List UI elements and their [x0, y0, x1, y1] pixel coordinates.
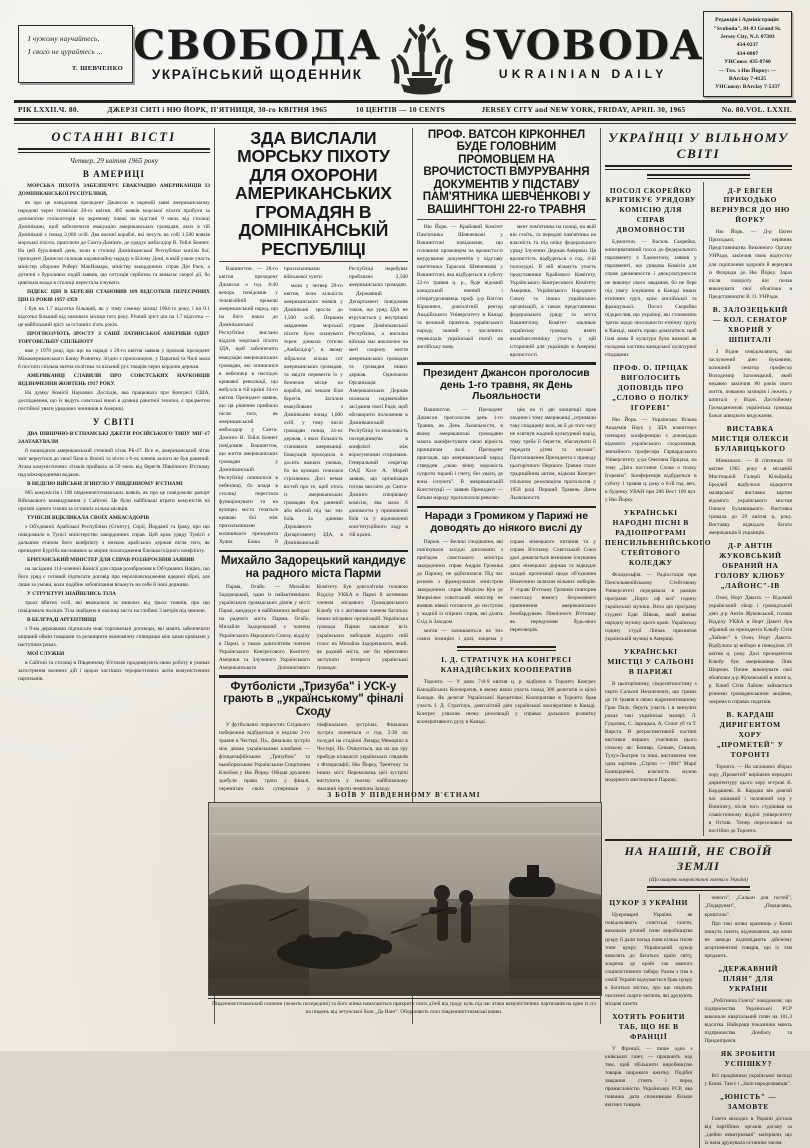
trident-statue-emblem	[385, 12, 459, 96]
news-item-text: з Об'єднаної Арабської Республіки (Єгипту), Сирії, Йорданії та Іраку, про що повідомило в Тунісі міністерство закордонних справ. Цей крок уряду Тунісії є дальшим етапом його конфлікту з низкою арабських держав після того, як президент Бургіба висловився за мирне полагодження близькосхідного конфлікту.	[18, 524, 210, 555]
item-body-yunist	[705, 1115, 793, 1147]
item-text: Мінеаполіс. — В п'ятницю 16 квітня 1965 року в місцевій Мистецькій Галерії Кільбрайд Бредлей відбулося відкриття малярської виставки картин відомого українського мистця Олекси Булавицького. Виставка тривала до 29 квітня ц. року. Виставку відвідало багато американців й українців.	[708, 457, 792, 536]
headline-stratichuk-congress: І. Д. СТРАТІЧУК НА КОНГРЕСІ КАНАДІЙСЬКИХ КООПЕРАТИВ	[440, 654, 573, 674]
rule-under-our-land	[647, 886, 750, 891]
news-item-text: 665 комуністів і 198 південнов'єтнамських вояків, як про це повідомляє рапорт Військового командування у Сайгоні. Це були найбільші втрати комуністів на протязі одного тижня за останніх кілька місяців.	[18, 490, 210, 513]
item-text: Філядельфія. — Радіостація при Пенсильвенійському Стейтовому Університеті передавала в рамцях програми „Портс оф кол" годину української музики. Вело цю програму студент Едві Швчак, який вивчає народну музику цього краю. Українську годину студії Лінчак присвятив українській музиці в Америці.	[605, 571, 697, 642]
masthead-ukrainian	[133, 21, 382, 82]
contact-info-box	[703, 11, 792, 97]
contact-phone-1: 434-0237	[736, 42, 759, 49]
news-item-lead: БРИТАНСЬКИЙ МІНІСТЕР ДЛЯ СПРАВ РОЗЗБРОЄННЯ ЗАЯВИВ	[27, 557, 195, 564]
contact-ny-phone: BArсlay 7-4125	[728, 75, 767, 82]
photo-block	[208, 787, 600, 1016]
news-item-text: вже у 1970 році, про що на нараді з 28-го квітня заявив у промові президент Міжамериканського Банку Розвитку. Згідно з пропозицією, у Парагваї та Чилі мала б постати спільна митна політика та вільний рух товарів через кордони держав.	[18, 347, 210, 370]
contact-line-1: Редакція і Адміністрація:	[715, 17, 780, 24]
news-item-text: На думку Комісії Наукових Дослідів, яка працювала при Конгресі США, дослідження, що їх ведуть совєтські вчені в ділянці ракетної техніки, є предметом постійної уваги урядових чинників в Америці.	[18, 389, 210, 412]
news-item-text: трьох вбитих осіб, які вважалися за зниклих від трьох тижнів, про що повідомила поліція. Тіла знайдено в околиці міста на глибині 3 метрів під землею.	[18, 600, 210, 615]
news-item-lead: У СТРУКТУРІ ЗНАЙШЛИСЬ ТІЛА	[27, 591, 116, 598]
item-text: У Франції, — пише одна з київських газет, — працюють над тим, щоб збільшити виробництво товарів широкого вжитку. Подібні завдання стоять і перед промисловістю Української РСР, яка повинна дати споживачам більше якісних товарів.	[605, 1045, 693, 1108]
stratichuk-story-body	[417, 678, 596, 726]
contact-phone-unsoyuz: УНСоюз: 435-8740	[724, 59, 771, 66]
rule-above-soccer	[219, 675, 408, 678]
headline-kirkconnell: ПРОФ. ВАТСОН КІРКОННЕЛ БУДЕ ГОЛОВНИМ ПРОМОВЦЕМ НА ВРОЧИСТОСТІ ВМУРУВАННЯ ДОКУМЕНТІВ У ПІДСТАВУ ПАМ'ЯТНИКА ШЕВЧЕНКОВІ У ВАШИНГТОНІ 22-го ТРАВНЯ	[422, 127, 591, 216]
news-item-lead: ІНДЕКС ЦІН В БЕРЕЗНІ СТАНОВИВ 109 ВІДСОТКІВ ПЕРЕСІЧНИХ ЦІН ІЗ РОКІВ 1957-1959	[18, 288, 210, 303]
item-head-france-goods: ХОТЯТЬ РОБИТИ ТАБ, ЩО НЕ В ФРАНЦІЇ	[612, 1011, 686, 1041]
news-item-lead: АМЕРИКАНЦІ СЛАВИЛИ ПРО СОВЄТСЬКИХ НАУКОВЦІВ ВІДЗНАЧЕННЯ ЖОВТЕНЬ 1917 РОКУ.	[18, 372, 210, 387]
masthead-english	[463, 22, 703, 81]
contact-line-3: Jersey City, N.J. 07303	[720, 34, 775, 41]
news-item-lead: ТУНІСІЯ ВІДКЛИКАЛА СВОЇХ АМБАСАДОРІВ	[27, 515, 150, 522]
headline-soccer-final: Футболісти „Тризуба" і УСК-у грають в „українському" фіналі Сходу	[223, 679, 404, 718]
item-text: Газета молодих в Україні дістала від партійних органів догану за „ідейно невитримані" матеріяли, що їх вона друкувала останнім часом.	[704, 1115, 792, 1146]
lead-story-part-1: Вашингтон. — 28-го квітня президент Джансон о год. 8:40 вечора повідомив у телевізійній промові американський народ, що на його наказ до Домініканської Республіки вислано відділи морської піхоти ЗДА, щоб забезпечити евакуацію американських громадян, які опинилися в небезпеці в наслідок кривавої революції, що вибухла в тій країні 24-го квітня. Президент заявив, що ця рішення прийшло після того, як американський амбасадор у Санта-Домінго В. Тейлі Беннет повідомив Вашингтон, що життя американських громадян у Домініканській Республіці опинилося в небезпеці, бо влада в столиці перестала функціонувати та на вулицях міста точаться криваві бої між прихильниками колишнього президента Хуана Боша й прихильниками військової хунти.	[218, 266, 324, 545]
item-head-bulavytsky-exhibition: ВИСТАВКА МИСТЦЯ ОЛЕКСИ БУЛАВИЦЬКОГО	[711, 423, 789, 453]
photo-title: З БОЇВ У ПІВДЕННОМУ В'ЄТНАМІ	[327, 791, 481, 799]
item-body-success	[705, 1072, 793, 1088]
stratichuk-story-text: Торонто. — У днях 7-8-9 квітня ц. р. відбувся в Торонто Конгрес Канадійських Кооператив, в якому взяло участь понад 300 делегатів із цілої Канади. Як делегат Української Кредитової Кооперативи в Торонто брав участь І. Д. Стратічук, довголітній діяч української кооперативи в Канаді. Конгрес ухвалив низку резолюцій у справах дальшого розвитку кооперативного руху в Канаді.	[416, 678, 596, 726]
contact-ny-unsoyuz-phone: УНСоюзу: BArclay 7-5337	[715, 84, 780, 91]
item-body-kardash-choir	[709, 763, 792, 835]
rule-under-lead-headline	[219, 261, 408, 262]
item-body-prykhodko	[709, 228, 792, 300]
quote-line-2: І свого не цурайтесь ...	[28, 48, 103, 57]
paper-title-en: SVOBODA	[463, 22, 703, 69]
contact-ny-label: — Тел. з Ню Йорку: —	[718, 67, 777, 74]
item-text: Всі працівники української молоді у Києві. Там є і „Зали народознавців".	[704, 1072, 792, 1087]
news-item-text: на засіданні 114-членної Комісії для справ роззброєння в Об'єднаних Націях, що його уряд є готовий підписати договір про нерозповсюдження ядерної зброї, але лише за умови, коли подібне зобов'язання візьмуть на себе й інші держави.	[18, 566, 210, 589]
our-land-subcolumn-right	[699, 894, 793, 1147]
quote-author: Т. ШЕВЧЕНКО	[71, 64, 124, 72]
subsection-america: В АМЕРИЦІ	[82, 168, 146, 179]
item-text: В цьогорічному, сімдесятшостому з черги Сальоні Незалежних, що триває до 16 травня в свіжо відремонтованому Гран Палє, беруть участь і в минулих роках такі українські малярі: Л. Гуцалюк, С. Зарицька, А. Солог уб та Т. Вирста. В ретроспективній частині виставки перших учасників цього сальону як: Боннар, Сеньяк, Синьяк, Тулуз-Льотрек та інші, виставлена теж одна картина „Стріча — 1884" Марії Башкірцевої, власність музею модерного мистецтва в Парижі.	[605, 680, 697, 783]
paper-title-uk: СВОБОДА	[133, 21, 382, 69]
news-item-text: і був на 1.7 відсотка більший, як у тому самому місяці 1964-го року, і на 0.1 відсотка більший від зимового місяця того року. Річний зріст цін на 1.7 відсотка — це найбільший зріст за останніх п'ять років.	[18, 305, 210, 328]
item-head-sugar-ukraine: ЦУКОР З УКРАЇНИ	[609, 898, 689, 908]
news-item-lead: В БЕЛГРАДІ АРГЕНТИНЦІ	[27, 617, 97, 624]
headline-gromyko-paris: Наради з Громиком у Парижі не доводять до ніякого вислі ду	[424, 511, 588, 535]
subsection-world: У СВІТІ	[92, 416, 135, 427]
shevchenko-quote-box	[18, 25, 133, 83]
johnson-story-part-1: Вашингтон. — Президент Джансон проголосив день 1-го Травня, як День Льояльности, в якому американські громадяни мають маніфестувати свою вірність принципам волі. Президент пригадав, що американський народ ствердив „свою вічну ворожість супроти тиранії і гнету, без уваги, де вона існують". В американській Конституції — заявив Президент — батьки народу проголосили револю-	[416, 406, 503, 501]
lead-story-part-3: Державний Департамент повідомив також, що уряд ЗДА не втручається у внутрішні справи Домініканської Республіки, а висилка війська має виключно на меті охорону життя американських громадян та громадян інших держав. Одночасно Організація Американських Держав скликала надзвичайне засідання своєї Ради, щоб обговорити положення в Домініканській Республіці та можливість посередництва в конфлікті між ворогуючими сторонами. Генеральний секретар ОАД Хосе А. Морей заявив, що організація готова вислати до Санта-Домінго спеціяльну комісію, яка мала б допомогти у припиненні боїв та у відновленні конституційного ладу в тій країні.	[348, 291, 408, 538]
photo-caption: Південнов'єтнамський селянин (лежить посередині) та його жінка намагаються прикрити своїх дітей від граду куль під час атаки комуністичних партизанів на одно із сіл на південь від летунської бази „Да Нанґ". Обороняють село південнов'єтнамські вояки.	[208, 998, 600, 1016]
rule-above-stratichuk	[457, 646, 556, 651]
place-date-uk: ДЖЕРЗІ СИТІ і НЮ ЙОРК, П'ЯТНИЦЯ, 30-го КВІТНЯ 1965	[107, 105, 328, 114]
soccer-story-body	[219, 721, 408, 794]
item-text: З Відня повідомляють, що заслужений діяч Буковини, колишній сенатор професор Володимир Залозецький, який недавно закінчив 80 років свого життя, поважно захворів і лежить у шпиталі у Відні. Достойному Громадянинові українська громада бажає швидкого видужання.	[708, 348, 792, 419]
rule-under-free-world	[605, 165, 792, 170]
masthead-titles	[133, 12, 703, 96]
section-title-our-land: НА НАШІЙ, НЕ СВОЇЙ ЗЕМЛІ	[624, 844, 773, 874]
item-body-zhukovsky-lions	[709, 594, 792, 706]
latest-news-date: Четвер, 29 квітня 1965 року	[69, 156, 158, 165]
news-item-lead: ДВА ПІВНІЧНО-В'ЄТНАМСЬКІ ДЖЕТИ РОСІЙСЬКОГО ТИПУ МІГ-17 ЗААТАКУВАЛИ	[18, 430, 210, 445]
item-text: Цукроварні України, як повідомляють совєтські газети, виконали річний плян виробництва цукру й дали понад плян кілька тисяч тонн цукру. Український цукор вивозять до багатьох країн світу, зокрема до країн так званого соціялістичного табору. Разом з тим в самій Україні відчувається брак цукру в багатьох містах, про що свідчать численні скарги читачів, які друкують місцеві газети.	[605, 912, 693, 1007]
item-text: Про такі назви крамниць у Києві пишуть газети, відзначаючи, що вони не завжди відповідають дійсному асортиментові товарів, що їх там продають.	[704, 920, 792, 959]
news-item-lead: ПРОГНОЗУЮТЬ ЗРОСТУ З САНІЇ ЛАТИНСЬКОЇ АМЕРИКИ ОДНУ ТОРГОВЕЛЬНУ СПІЛЬНОТУ	[18, 330, 210, 345]
our-land-subcolumn-left	[605, 894, 693, 1147]
item-head-prykhodko: Д-Р ЕВГЕН ПРИХОДЬКО ВЕРНУВСЯ ДО НЮ ЙОРКУ	[710, 185, 791, 225]
item-head-pritsak: ПРОФ. О. ПРІЦАК ВИГОЛОСИТЬ ДОПОВІДЬ ПРО „СЛОВО О ПОЛКУ ІГОРЕВІ"	[612, 362, 690, 412]
paper-subtitle-uk: УКРАЇНСЬКИЙ ЩОДЕННИК	[151, 66, 363, 82]
item-body-state-plan	[705, 997, 793, 1045]
gromyko-story-part-2: могли — залишаються на тих самих позиціях і далі, зокрема у справі німецького питання та у справі В'єтнаму. Совєтський Союз далі домагається визнання існування двох німецьких держав та відкидає західні пропозиції щодо об'єднання Німеччини шляхом вільних виборів. У справі В'єтнаму Громико повторив совєтську вимогу безумовного припинення американських бомбардувань Північного В'єтнаму як передумови будь-яких переговорів.	[416, 538, 596, 642]
item-body-shop-names-1	[705, 894, 793, 918]
item-body-bulavytsky-exhibition	[709, 457, 792, 537]
item-text: Торонто. — На загальних зборах хору „Прометей" вирішено передати диригентуру цього хору м-грові В. Кардашеві. В. Кардаш вів довгий час мішаний і чоловічий хор у Вінніпегу, після того студіював на славістичному відділі університету в Оттаві. Тепер переселився на постійно до Торонта.	[708, 763, 792, 834]
contact-line-2: "Svoboda", 81-83 Grand St.	[713, 25, 782, 32]
rule-above-parma	[219, 550, 408, 553]
item-head-yunist: „ЮНІСТЬ" — ЗАМОВТЕ	[720, 1091, 777, 1111]
item-head-success: ЯК ЗРОБИТИ УСПІШКУ?	[720, 1048, 776, 1068]
item-head-paris-salon: УКРАЇНСЬКІ МИСТЦІ У САЛЬОНІ В ПАРИЖІ	[607, 646, 695, 676]
kirkconnell-story-body	[417, 223, 596, 359]
item-text: Ню Йорк. — Д-р Евген Приходько, керівник Представництва Виконного Органу УНРади, закінчив свою відпустку для скріплення здоров'я й вернувся із Флориди до Ню Йорку. Зараз після повороту він почав виконувати свої обов'язки в Представництві В. О. УНРади.	[708, 229, 792, 300]
item-body-france-goods	[605, 1045, 693, 1109]
column-ukrainians-free-world	[600, 128, 796, 1146]
news-item-lead: В НЕДІЛЮ ВІЙСЬКИ ЗГИНУЛО У ПІВДЕННОМУ В'ЄТНАМІ	[27, 481, 183, 488]
item-body-paris-salon	[605, 680, 697, 784]
free-world-subcolumn-left	[605, 182, 712, 836]
section-subtitle-our-land: (Що пишуть комуністичні газети в Україні)	[649, 877, 748, 884]
news-item-lead: МОРСЬКА ПІХОТА ЗАБЕЗПЕЧУЄ ЕВАКУАЦІЮ АМЕРИКАНЦІВ ІЗ ДОМІНІКАНСЬКОЇ РЕСПУБЛІКИ,	[18, 182, 210, 197]
rule-under-latest-news	[18, 148, 210, 153]
news-item-lead: МОЇ СЛУЖБИ	[27, 651, 65, 658]
column-latest-news	[14, 128, 214, 1024]
johnson-story-body	[417, 406, 596, 503]
rule-above-gromyko	[417, 506, 596, 509]
item-body-sugar-ukraine	[605, 911, 693, 1007]
latest-news-world-body	[18, 430, 210, 683]
item-head-skoreyko: ПОСОЛ СКОРЕЙКО КРИТИКУЄ УРЯДОВУ КОМІСІЮ ДЛЯ СПРАВ ДВОМОВНОСТИ	[605, 185, 697, 235]
rule-decorative-free-world	[647, 174, 750, 179]
soccer-story-text: У футбольних першостях Східнього побережжя відбудеться в неділю 2-го травня в Честері, Па., фінальна зустріч між двома українськими клюбами — філядельфійським „Тризубом" та ньюйоркським Українським Спортовим Клюбом у Ню Йорку. Обидві дружини здобули право грати у фіналі, перемігши своїх суперників у півфінальних зустрічах. Фінальна зустріч почнеться о год. 2:30 по полудні на стадіоні Ленард Мемоpіял в Честері, Па. Очікується, що на цю гру прибуде кількасот українських глядачів з Філядельфії, Ню Йорку, Трентону та інших міст. Переможець цієї зустрічі виступить у своєму найближчому змаганні проти чемпіона Заходу.	[218, 722, 408, 793]
item-text: Ню Йорк. — Українська Вільна Академія Наук у ЗДА влаштовує пленарну конференцію з доповіддю відомого українського сходознавця, звичайного професора Гарвардського Університету д-ра Омеляна Пріцака, на тему „Дата постання Слова о полку Ігоревім". Конференція відбудеться в суботу 1 травня ц. року о 6-ій год. веч., в будинку УВАН при 206 Вест 100 вул. у Ню Йорку.	[605, 416, 697, 503]
kirkconnell-story-part-1: Ню Йорк. — Крайовий Комітет Пам'ятника Шевченкові у Вашингтоні повідомляє, що головним промовцем на врочистості вмурування документів у підставу пам'ятника Тарасові Шевченкові у Вашингтоні, яка відбудеться в суботу 22-го травня ц. р., буде відомий канадський вчений і літературознавець проф. д-р Ватсон Кірконнел, довголітній ректор Акадійського Університету в Канаді та великий приятель українського народу, знаний з численних перекладів української поезії на англійську мову.	[416, 224, 503, 351]
lead-headline: ЗДА ВИСЛАЛИ МОРСЬКУ ПІХОТУ ДЛЯ ОХОРОНИ АМЕРИКАНСЬКИХ ГРОМАДЯН В ДОМІНІКАНСЬКІЙ РЕСПУБЛІЦІ	[235, 127, 392, 259]
headline-parma-candidate: Михайло Задорецький кандидує на радного міста Парми	[220, 554, 406, 580]
news-item-text: й пошкодили американський стежний літак РБ-47. Все ж, американський літак зміг вернутися до своєї бази в Японії та ніхто з 6-ох членів залоги не був ранений. Атака комуністичних літаків прийшла за 50 миль від берегів Північного В'єтнаму над міжнародними водами.	[18, 447, 210, 479]
kirkconnell-story-part-2: мент пам'ятника на площі, на якій він стоїть, та передачі пам'ятника на власність та під опіку федерального уряду Злучених Держав Америки. Ця врочистість відбудеться о год. 4-ій пополудні. В ній візьмуть участь представники Крайового Комітету, Українського Конгресового Комітету Америки, Українського Народного Союзу та інших українських організацій, а також представники федерального уряду та міста Вашингтону. Комітет закликає українську громаду взяти якнайчисленнішу участь у цій історичній для українців в Америці врочистості.	[509, 224, 596, 359]
rule-above-our-land	[605, 839, 792, 842]
item-body-zalozetsky	[709, 348, 792, 420]
price-label: 10 ЦЕНТІВ — 10 CENTS	[355, 105, 446, 114]
lead-story-part-2: мали у четвер 29-го квітня, коли кількість американських вояків у Домінікані зросла до 1,500 осіб. Першим завданням морської піхоти було опанувати терен довкола готелю „Амбасадор", в якому зібралося кілька сот американських громадян, та звідти перевезти їх у безпечне місце на кораблі, які чекали біля берегів. Загалом евакуйовано з Домінікани понад 1,000 осіб, у тому числі громадян понад 24-ох держав, з яких більшість становили американці. Евакуація проходила в досить важких умовах, бо на вулицях точилася стрілянина. Досі немає вістей про те, щоб хтось із американських громадян був ранений або вбитий під час тих боїв. За даними Державного Департаменту ЗДА, в Домініканській Республіці перебуває приблизно 2,500 американських громадян.	[283, 266, 408, 546]
volume-en: VOL. LXXII.	[745, 105, 793, 114]
news-item-text: як про це повідомив президент Джансон в окремій заяві американському народові через телевізію 28-го квітня. 405 вояків морської піхоти прибули за допомогою гелікоптерів на окремому пляжі на відстані 9 миль від столиці Домінікани, щоб забезпечити евакуацію американських громадян, яких в тій Домінікані є понад 2,000 осіб. Два воєнні кораблі, які несуть на собі 1,500 вояків морської піхоти, приплили до Санта-Домінго, де урядує амбасадор В. Тейлі Беннет. На цей бурхливий день, коли в столиці Домініканської Республіки кипіли бої, президент Джансон скликав надзвичайну нараду в Білому Домі, в якій узяли участь міністер оборони Роберт МакНамара, міністер закордонних справ Дін Раск, а дотичні з бурхливих подій заявив, що ситуація серйозна та вимагає скорої дії, бо цивільна влада в столиці перестала існувати.	[18, 199, 210, 286]
latest-news-america-body	[18, 182, 210, 413]
item-body-radio-program	[605, 571, 697, 643]
gromyko-story-part-1: Париж. — Великі сподівання, які пов'язували західні дипломати з приїздом совєтського міністра закордонних справ Андрія Громика до Парижу, не здійснилися. Під час розмов з французьким міністром закордонних справ Морісом Кув де Мюрвілем совєтський міністер не виявив ніякої готовости до поступок у жадній із спірних справ, які ділять Схід із Заходом.	[416, 538, 503, 625]
free-world-subcolumn-right	[703, 182, 792, 836]
contact-phone-2: 434-0807	[736, 50, 759, 57]
item-body-skoreyko	[605, 238, 697, 358]
item-head-kardash-choir: В. КАРДАШ ДИРИГЕНТОМ ХОРУ „ПРОМЕТЕЙ" У ТОРОНТІ	[716, 709, 784, 759]
johnson-story-part-2: цію на ті дві концепції прав людини і тому американці „отримали таку спадщину волі, як її до того часу не осягнув жадний культурний нарід, тому треба її берегти, збагачувати й передати дітям та внукам". Проголошення Президента з приводу цьогорічного Першого Травня стало традиційним актом, відколи Конгрес спільною резолюцією проголосив у 1958 році Перший Травень Днем Льояльности.	[509, 406, 596, 501]
item-body-pritsak	[605, 416, 697, 504]
item-head-state-plan: „ДЕРЖАВНИЙ ПЛЯН" ДЛЯ УКРАЇНИ	[718, 963, 779, 993]
item-text: „Робітнича Газета" повідомляє, що підприємства Української РСР виконали квартальний плян на 101,3 відсотка. Найкращі показники мають підприємства Донбасу та Придніпров'я.	[704, 997, 792, 1044]
gromyko-story-body	[417, 538, 596, 643]
dateline-bar	[8, 103, 802, 116]
item-text: Озон, Норт Дакота. — Відомий український лікар і громадський діяч д-р Антін Жуковський, голова Відділу УККА в Норт Дакоті був обраний на президента Клюбу Сітія „Лайонс" в Озон, Норт Дакота. Відбулися ці вибори в понеділок 19 квітня ц. року. Досі президентом Клюбу був американець Лінк Шорман. Почне виконувати свої обов'язки д-р Жуковський в липні ц. р. Клюб Сітія Лайонс займається різними громадянськими акціями, зокрема в справах податків.	[708, 594, 792, 705]
headline-johnson-loyalty-day: Президент Джансон проголосив день 1-го травня, як День Льояльности	[423, 367, 590, 403]
issue-number-uk: Ч. 80.	[58, 105, 79, 114]
masthead	[8, 6, 802, 98]
dateline-divider-thick	[14, 118, 796, 121]
parma-story-body	[219, 583, 408, 672]
parma-story-text: Парма, Огайо. — Михайло Задорецький, один із найактивніших українських громадських діячів у місті Пармі, кандидує в найближчих виборах на радного міста Парми, Огайо. Михайло Задорецький є членом Українського Народного Союзу, відділу в Пармі, а також довголітнім членом Українського Конгресового Комітету Америки та Злученого Українського Американського Допомогового Комітету. Був довголітнім головою Відділу УККА в Пармі й активним членом місцевого Громадянського Клюбу та є активним членом багатьох інших місцевих організацій. Українська громада Парми закликає всіх українських виборців віддати свій голос на Михайла Задорецького, який, як радний міста, міг би ефективно заступати інтереси української громади.	[218, 584, 408, 671]
issue-number-en: No. 80.	[721, 105, 746, 114]
item-body-shop-names-2	[705, 920, 793, 960]
item-head-zhukovsky-lions: Д-Р АНТІН ЖУКОВСЬКИЙ ОБРАНИЙ НА ГОЛОВУ КЛЮБУ „ЛАЙОНС"-ІВ	[715, 540, 786, 590]
volume-uk: РІК LXXII.	[18, 105, 59, 114]
item-text: Едмонтон. — Василь Скорейко, консервативний посол до федерального парляменту з Едмонтону, заявив у парляменті, що урядова Комісія для справ двомовности і двокультурности не виконує свого завдання, бо не бере під увагу існування в Канаді інших етнічних груп, крім англійської та французької. Посол Скорейко підкреслив, що українці, які становлять третю щодо чисельности етнічну групу в Канаді, мають право домагатися, щоб їхня мова й культура були визнані як складова частина канадської культурної спадщини.	[605, 239, 697, 358]
rule-under-kirkconnell	[417, 219, 596, 220]
vietnam-war-photo	[208, 802, 602, 996]
lead-story-body	[219, 265, 408, 547]
place-date-en: JERSEY CITY and NEW YORK, FRIDAY, APRIL 30, 1965	[481, 105, 686, 114]
section-title-latest-news: ОСТАННІ ВІСТІ	[51, 129, 177, 144]
item-head-zalozetsky: В. ЗАЛОЗЕЦЬКИЙ — КОЛ. СЕНАТОР ХВОРИЙ У ШПИТАЛІ	[712, 304, 788, 344]
news-item-text: з 9-ма державами підписали нові торговельні договори, які мають забезпечити ширший обмін товарами та розширити економічну співпрацю між цими країнами у наступних роках.	[18, 626, 210, 649]
item-text: ченого", „Сальон для гостей", „Подарунки", „Порцеляна, кришталь".	[704, 895, 792, 918]
item-head-radio-program: УКРАЇНСЬКІ НАРОДНІ ПІСНІ В РАДІОПРОГРАМІ ПЕНСИЛЬВЕНІЙСЬКОГО СТЕЙТОВОГО КОЛЕДЖУ	[605, 507, 712, 567]
quote-line-1: І чужому научайтесь,	[28, 35, 100, 44]
section-title-free-world: УКРАЇНЦІ У ВІЛЬНОМУ СВІТІ	[608, 129, 789, 161]
rule-above-johnson	[417, 362, 596, 365]
news-item-text: в Сайгоні та столиці в Південному В'єтнамі продовжують свою роботу в умовах загострення воєнних дій і щораз частіших терористичних актів комуністичних партизанів.	[18, 660, 210, 683]
paper-subtitle-en: UKRAINIAN DAILY	[498, 67, 668, 81]
